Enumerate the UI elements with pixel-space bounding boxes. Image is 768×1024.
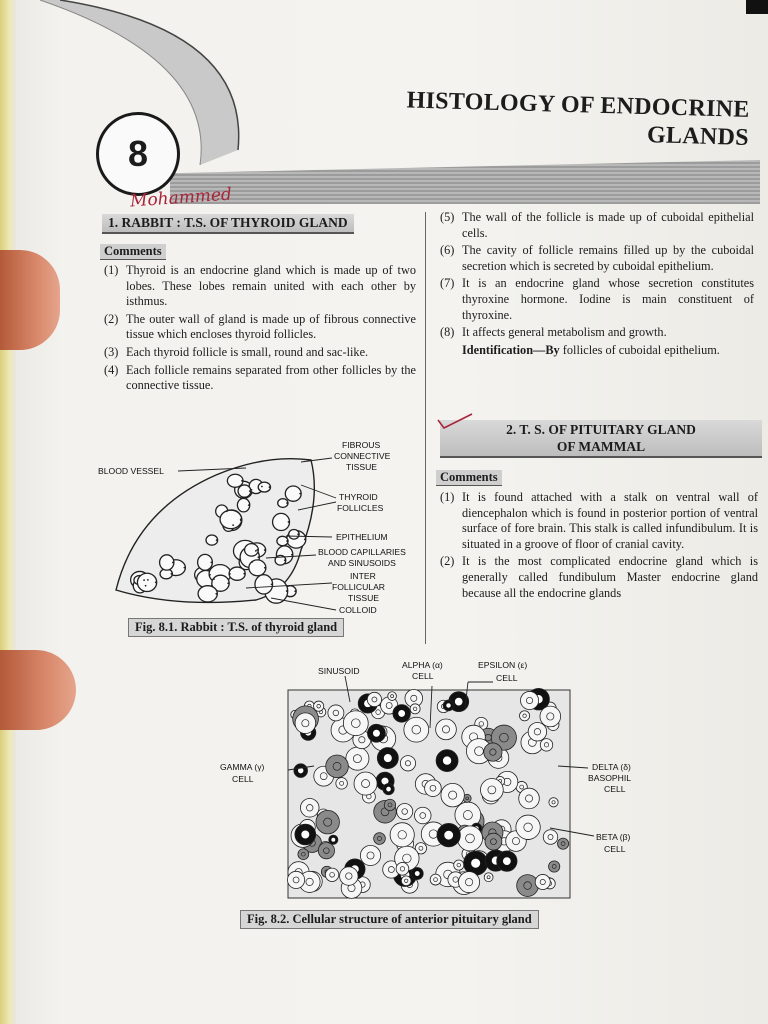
finger-bottom <box>0 650 76 730</box>
identification <box>440 343 754 359</box>
label-fibrous-3: TISSUE <box>346 462 378 472</box>
label-delta-3: CELL <box>604 784 626 794</box>
label-colloid: COLLOID <box>339 605 377 615</box>
label-sinusoid: SINUSOID <box>318 666 360 676</box>
label-delta-2: BASOPHIL <box>588 773 631 783</box>
list-item: (7) It is an endocrine gland whose secretion constitutes thyroxine hormone. Iodine is main constituent of thyroxine. <box>440 276 754 322</box>
label-inter-3: TISSUE <box>348 593 380 603</box>
section1-list <box>104 263 416 396</box>
identification-label: Identification—By <box>462 342 560 357</box>
section2-heading-line1: 2. T. S. OF PITUITARY GLAND <box>506 422 696 437</box>
label-alpha-1: ALPHA (α) <box>402 660 443 670</box>
list-item: (1) It is found attached with a stalk on ventral wall of diencephalon which is found in posterior portion of ventral surface of fore brain. This stalk is called infundibulum. It is situated in a groove of floor of cranial cavity. <box>440 490 758 551</box>
label-thyroid-1: THYROID <box>339 492 378 502</box>
figure2-caption: Fig. 8.2. Cellular structure of anterior pituitary gland <box>240 910 539 929</box>
handwritten-name: Mohammed <box>129 184 233 212</box>
pen-tick-mark <box>436 412 476 432</box>
label-alpha-2: CELL <box>412 671 434 681</box>
label-capillaries-2: AND SINUSOIDS <box>328 558 396 568</box>
label-delta-1: DELTA (δ) <box>592 762 631 772</box>
label-epithelium: EPITHELIUM <box>336 532 388 542</box>
list-item: (3) Each thyroid follicle is small, round and sac-like. <box>104 344 369 359</box>
label-fibrous-2: CONNECTIVE <box>334 451 391 461</box>
section1-comments-label: Comments <box>100 244 166 260</box>
label-gamma-1: GAMMA (γ) <box>220 762 265 772</box>
pituitary-figure <box>210 656 640 906</box>
thyroid-figure <box>96 440 426 620</box>
list-item: (2) It is the most complicated endocrine gland which is generally called fundibulum Master endocrine gland because all the endocrine glands <box>440 554 758 600</box>
section2-list <box>440 490 758 603</box>
figure1-caption: Fig. 8.1. Rabbit : T.S. of thyroid gland <box>128 618 344 637</box>
label-blood-vessel: BLOOD VESSEL <box>98 466 164 476</box>
chapter-title <box>359 85 750 152</box>
page-corner <box>746 0 768 14</box>
list-item: (6) The cavity of follicle remains filled up by the cuboidal secretion which is secreted by cuboidal epithelium. <box>440 243 754 273</box>
section1-heading: 1. RABBIT : T.S. OF THYROID GLAND <box>102 214 354 234</box>
label-gamma-2: CELL <box>232 774 254 784</box>
label-epsilon-2: CELL <box>496 673 518 683</box>
list-item: (5) The wall of the follicle is made up of cuboidal epithelial cells. <box>440 210 754 240</box>
chapter-title-line2: GLANDS <box>646 122 750 151</box>
section2-heading-line2: OF MAMMAL <box>556 439 646 454</box>
finger-top <box>0 250 60 350</box>
list-item: (1) Thyroid is an endocrine gland which is made up of two lobes. These lobes remain united with each other by isthmus. <box>104 263 416 309</box>
section2-heading <box>440 420 762 458</box>
list-item: (4) Each follicle remains separated from other follicles by the connective tissue. <box>104 362 416 393</box>
label-capillaries-1: BLOOD CAPILLARIES <box>318 547 406 557</box>
label-beta-2: CELL <box>604 844 626 854</box>
chapter-title-line1: HISTOLOGY OF ENDOCRINE <box>406 87 750 123</box>
label-inter-1: INTER <box>350 571 376 581</box>
section2-comments-label: Comments <box>436 470 502 486</box>
label-inter-2: FOLLICULAR <box>332 582 386 592</box>
identification-text: follicles of cuboidal epithelium. <box>562 342 720 357</box>
label-epsilon-1: EPSILON (ε) <box>478 660 528 670</box>
list-item: (2) The outer wall of gland is made up of fibrous connective tissue which encloses thyroid follicles. <box>104 311 416 342</box>
section1-cont-list <box>440 210 754 360</box>
label-fibrous-1: FIBROUS <box>342 440 381 450</box>
list-item: (8) It affects general metabolism and growth. <box>440 325 667 340</box>
label-beta-1: BETA (β) <box>596 832 631 842</box>
label-thyroid-2: FOLLICLES <box>337 503 384 513</box>
chapter-number: 8 <box>96 112 180 196</box>
column-divider <box>425 212 426 644</box>
